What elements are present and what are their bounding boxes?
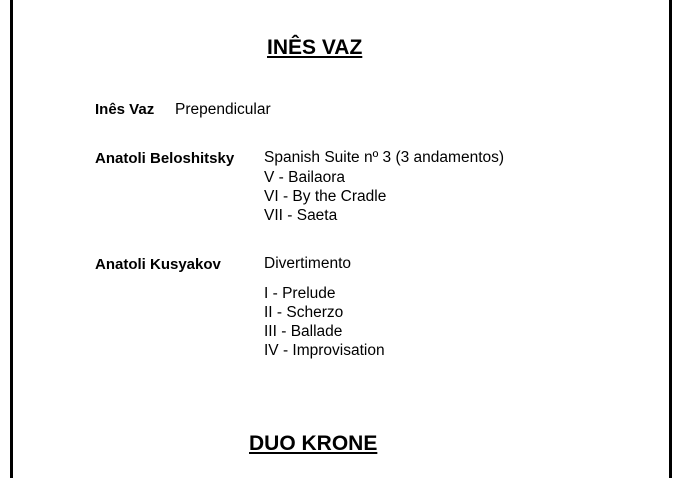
movement-item: I - Prelude [264,285,336,302]
movement-item: V - Bailaora [264,169,345,186]
movement-item: II - Scherzo [264,304,344,321]
work-title: Prependicular [175,101,271,118]
section-heading-duo-krone: DUO KRONE [249,432,378,455]
movement-item: III - Ballade [264,323,343,340]
movement-list [264,168,386,225]
composer-name: Inês Vaz [95,101,155,118]
movement-item: VI - By the Cradle [264,188,387,205]
work-title: Divertimento [264,255,351,272]
composer-name: Anatoli Beloshitsky [95,150,235,167]
movement-item: IV - Improvisation [264,342,385,359]
page-border [10,0,672,478]
movement-list [264,284,385,360]
work-title: Spanish Suite nº 3 (3 andamentos) [264,149,505,166]
composer-name: Anatoli Kusyakov [95,256,221,273]
movement-item: VII - Saeta [264,207,338,224]
section-heading-ines-vaz: INÊS VAZ [267,36,363,59]
